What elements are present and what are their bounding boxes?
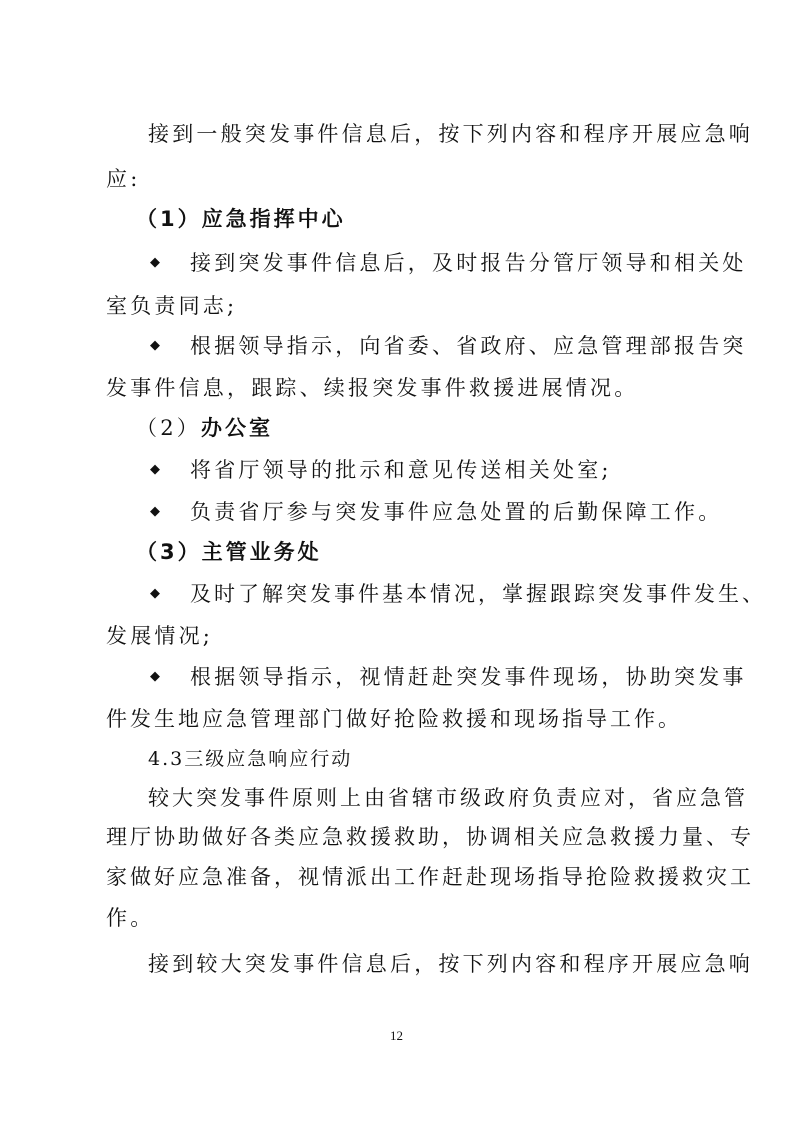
paragraph-line: 接到较大突发事件信息后，按下列内容和程序开展应急响 bbox=[148, 952, 753, 976]
subsection-title: 4.3三级应急响应行动 bbox=[148, 748, 353, 770]
diamond-bullet-icon: ◆ bbox=[150, 338, 160, 353]
diamond-bullet-icon: ◆ bbox=[150, 586, 160, 601]
page-number: 12 bbox=[390, 1028, 403, 1043]
paragraph-line: 接到一般突发事件信息后，按下列内容和程序开展应急响 bbox=[148, 122, 753, 146]
paragraph-line: 理厅协助做好各类应急救援救助，协调相关应急救援力量、专 bbox=[106, 825, 754, 849]
heading-number: （2） bbox=[136, 416, 201, 440]
paragraph-line: 较大突发事件原则上由省辖市级政府负责应对，省应急管 bbox=[148, 786, 748, 810]
diamond-bullet-icon: ◆ bbox=[150, 255, 160, 270]
diamond-bullet-icon: ◆ bbox=[150, 504, 160, 519]
bullet-line: 将省厅领导的批示和意见传送相关处室; bbox=[190, 458, 612, 482]
bullet-line: 发事件信息，跟踪、续报突发事件救援进展情况。 bbox=[106, 376, 639, 400]
paragraph-line: 家做好应急准备，视情派出工作赶赴现场指导抢险救援救灾工 bbox=[106, 865, 754, 889]
bullet-line: 件发生地应急管理部门做好抢险救援和现场指导工作。 bbox=[106, 707, 682, 731]
bullet-line: 室负责同志; bbox=[106, 294, 238, 318]
bullet-line: 接到突发事件信息后，及时报告分管厅领导和相关处 bbox=[190, 251, 747, 275]
section-heading bbox=[136, 414, 273, 442]
diamond-bullet-icon: ◆ bbox=[150, 669, 160, 684]
bullet-line: 根据领导指示，视情赶赴突发事件现场，协助突发事 bbox=[190, 665, 747, 689]
bullet-line: 发展情况; bbox=[106, 624, 214, 648]
paragraph-line: 应: bbox=[106, 167, 141, 191]
diamond-bullet-icon: ◆ bbox=[150, 462, 160, 477]
bullet-line: 负责省厅参与突发事件应急处置的后勤保障工作。 bbox=[190, 500, 723, 524]
paragraph-line: 作。 bbox=[106, 906, 155, 930]
section-heading: （3）主管业务处 bbox=[136, 540, 322, 564]
section-heading: （1）应急指挥中心 bbox=[136, 207, 346, 231]
bullet-line: 及时了解突发事件基本情况，掌握跟踪突发事件发生、 bbox=[190, 582, 766, 606]
bullet-line: 根据领导指示，向省委、省政府、应急管理部报告突 bbox=[190, 334, 747, 358]
heading-text: 办公室 bbox=[200, 416, 273, 440]
